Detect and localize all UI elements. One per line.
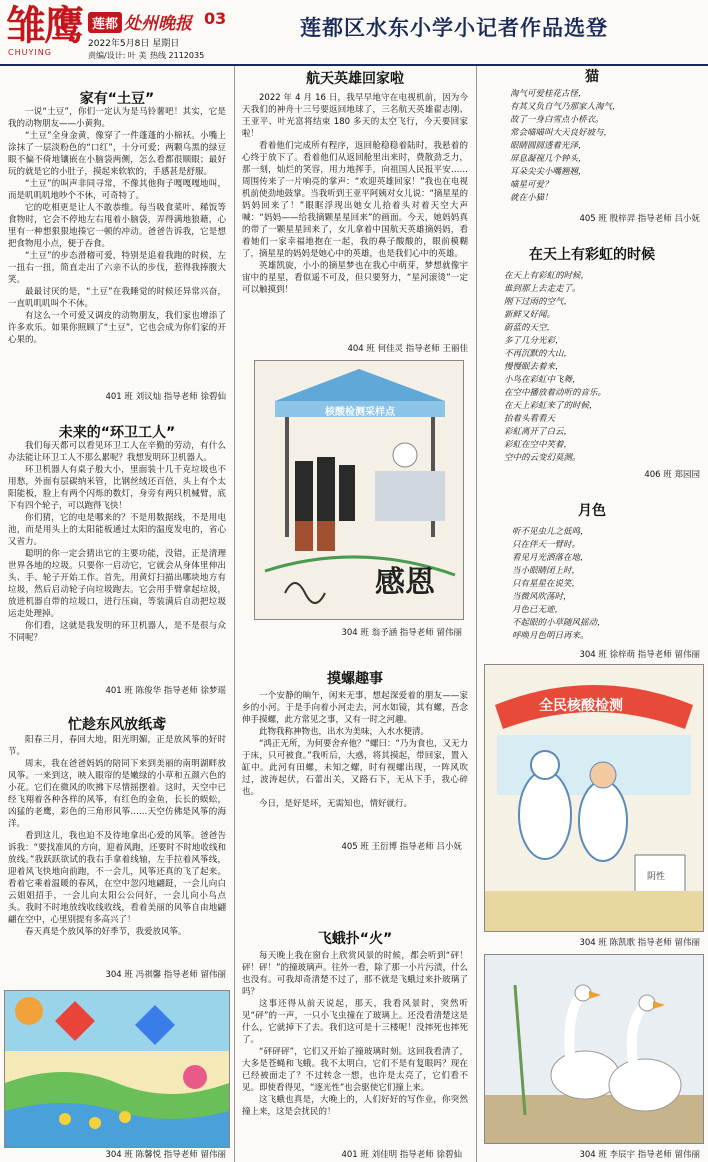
poem-line: 常会喵喵叫大天良好坡与， xyxy=(510,128,613,138)
poem-credit: 405 班 殷梓羿 指导老师 吕小妩 xyxy=(579,214,700,224)
poem-body xyxy=(512,526,700,643)
paragraph: 2022 年 4 月 16 日，我早早地守在电视机前，因为今天我们的神舟十三号要返回地球了，三名航天英雄翟志刚、王亚平、叶光富将结束 180 多天的太空飞行，今天要回家啦！ xyxy=(242,93,468,139)
paragraph: 这飞蛾也真是，大晚上的，人们好好的写作业，你突然撞上来，这是会扰民的！ xyxy=(242,1095,468,1117)
article-title: 摸螺趣事 xyxy=(327,671,383,687)
paragraph: 每天晚上我在窗台上欣赏风景的时候，都会听到“砰！砰！砰！”的撞玻璃声。往外一看，除了那一小片污渍，什么也没有。可我却奇清楚不过了，那不就是飞蛾过来扑玻璃了吗？ xyxy=(242,951,468,997)
newspaper-name: 处州晚报 xyxy=(124,14,192,34)
poem-line: 有其又负自气乃那家人淘气， xyxy=(510,102,621,112)
paragraph: 春天真是个放风筝的好季节，我爱放风筝。 xyxy=(25,927,187,937)
poem-line: 耳朵尖尖小嘴翘翘， xyxy=(510,167,587,177)
article-body xyxy=(242,950,468,1146)
test-result-sign: 阴性 xyxy=(647,872,666,882)
poem-line: 慢慢眠去着来， xyxy=(504,362,564,372)
poem-line: 淘气可爱桂花古怪， xyxy=(510,89,587,99)
poem-title: 猫 xyxy=(585,69,599,85)
logo-english: CHUYING xyxy=(8,48,52,57)
paragraph: “鸿正无所，为何要舍弃他？”螺曰：“乃为食也，又无力于床，只可被食。”我听后，大惑，将其摸起，带回家，置入缸中。此河有田螺，未知之螺，时有视螺出现，一阵风吹过，波涛起伏，石蕾出关，又路石下，无从下手，我心碎也。 xyxy=(242,739,468,797)
paragraph: “土豆”的叫声非同寻常，不像其他狗子嘎嘎嘎地叫，而是叽叽叽地吵个不休，可奇特了。 xyxy=(8,179,226,201)
paragraph: 今日，是好是坏，无需知也，情好就行。 xyxy=(259,799,413,809)
page-number: 03 xyxy=(204,9,227,28)
paragraph: 一个安静的晌午，闲来无事，想起深爱着的朋友——家乡的小河。于是手向着小河走去，河水如镜，其有螺，吾念伸手摸螺，此方常见之事，又有一时之河趣。 xyxy=(242,691,468,725)
editor-credit: 责编/设计: 叶 美 xyxy=(88,51,147,60)
poem-line: 在天上有彩虹的时候， xyxy=(504,271,590,281)
poem-line: 在空中播放着动听的音乐。 xyxy=(504,388,607,398)
paragraph: 你们看，这就是我发明的环卫机器人，是不是很与众不同呢？ xyxy=(8,621,226,643)
article-credit: 401 班 刘佳明 指导老师 徐碧仙 xyxy=(341,1150,462,1160)
poem-line: 刚下过雨的空气， xyxy=(504,297,573,307)
paragraph: 阳春三月，春回大地，阳光明媚，正是放风筝的好时节。 xyxy=(8,735,226,757)
poem-line: 不再沉默的大山， xyxy=(504,349,573,359)
poem-line: 呼唤月色明日再来。 xyxy=(512,631,589,641)
article-title: 忙趁东风放纸鸢 xyxy=(68,717,166,733)
district-badge: 莲都 xyxy=(88,12,122,33)
poem-line: 谁到那上去走走了。 xyxy=(504,284,581,294)
column-divider xyxy=(234,66,235,1162)
poem-body xyxy=(510,88,700,205)
banner-text: 全民核酸检测 xyxy=(539,698,623,714)
paragraph: 环卫机器人有桌子般大小，里面装十几千克垃圾也不用愁，外面有层碳纳米管，比钢丝绒还百倍，头上有个太阳能板，脸上有两个闪烁的数灯，身旁有两只机械臂，底下有四个轮子，可以跑得飞快！ xyxy=(8,465,226,511)
article-body xyxy=(242,690,468,836)
poem-line: 听不见虫儿之低鸣， xyxy=(512,527,589,537)
poem-title: 月色 xyxy=(578,503,606,519)
paragraph: 有这么一个可爱又调皮的动物朋友，我们家也增添了许多欢乐。如果你照顾了“土豆”，它也会成为你们家的开心果的。 xyxy=(8,311,226,345)
paragraph: 它的吃相更是让人不敢恭维。每当吸食菜叶、稀饭等食物时，它会不停地左右甩着小脑袋，弄得满地狼藉，心里有一种想狠狠地揍它一顿的冲动。爸爸告诉我，它是想把食物甩小点，便于吞食。 xyxy=(8,203,226,249)
paragraph: 最最讨厌的是，“土豆”在我睡觉的时候还异常兴奋，一直叽叽叽叫个不休。 xyxy=(8,287,226,309)
poem-line: 当小眼睛闭上时， xyxy=(512,566,581,576)
article-credit: 401 班 刘议灿 指导老师 徐碧仙 xyxy=(105,392,226,402)
poem-line: 月色已无迹， xyxy=(512,605,564,615)
poem-credit: 304 班 徐梓萌 指导老师 留伟丽 xyxy=(579,650,700,660)
article-title: 未来的“环卫工人” xyxy=(58,425,176,441)
paragraph: 看着他们完成所有程序，返回舱稳稳着陆时，我悬着的心终于放下了。看着他们从返回舱里出来时，费散劲乏力，那一刻，灿烂的笑容，用力地挥手，向祖国人民报平安……周围传来了一片响亮的掌声：“欢迎英雄回家！”我也在电视机前使劲地鼓掌。当我听到王亚平阿姨对女儿说：“摘星星的妈妈回来了！”眼眶浮现出她女儿拾着头对着天空大声喊：“妈妈——给我摘颗星星回来”的画面。今天，她妈妈真的带了一颗星星回来了，女儿拿着中国航天英雄摘妈妈，看着她们一家幸福地抱在一起，我的鼻子酸酸的，眼前模糊了，摘星星的妈妈是她心中的英雄，也是我们心中的英雄。 xyxy=(242,141,468,259)
paragraph: “土豆”全身金黄，像穿了一件蓬蓬的小棉袄。小嘴上涂抹了一层淡粉色的“口红”，十分可爱；两颗乌黑的绿豆眼不偏不倚地镶嵌在小脑袋两侧，怎么看都很顺眼；最好玩的就是它的小肚子，摸起来软软的，手感甚是舒服。 xyxy=(8,131,226,177)
page-headline: 莲都区水东小学小记者作品选登 xyxy=(300,16,608,40)
paragraph: 一说“土豆”，你们一定认为是马铃薯吧！其实，它是我的动物朋友——小黄狗。 xyxy=(8,107,226,129)
article-body xyxy=(242,92,468,338)
poem-line: 眼睛圆圆透着光泽， xyxy=(510,141,587,151)
testing-site-sign: 核酸检测采样点 xyxy=(325,407,395,418)
article-title: 家有“土豆” xyxy=(79,91,155,107)
poem-line: 看见月光洒落在地， xyxy=(512,553,589,563)
poem-line: 当微风吹荡时， xyxy=(512,592,572,602)
paragraph: “砰砰砰”，它们又开始了撞玻璃时刻。这回我看清了，大多是苍蝇和飞蛾。我不太明白，它们不是有复眼吗？现在已经被面走了？不过转念一想，也许是太亮了，它们看不见。即使看得见，“逐光性”也会驱使它们撞上来。 xyxy=(242,1047,468,1093)
poem-line: 不起眼的小草随风摇动， xyxy=(512,618,606,628)
column-divider xyxy=(476,66,477,1162)
article-credit: 304 班 冯祺馨 指导老师 留伟丽 xyxy=(105,970,226,980)
poem-line: 抬着头看看天 xyxy=(504,414,556,424)
poem-title: 在天上有彩虹的时候 xyxy=(529,247,655,263)
poem-line: 蔚蓝的天空， xyxy=(504,323,556,333)
poem-credit: 406 班 郑园园 xyxy=(644,470,700,480)
mass-testing-drawing xyxy=(484,664,704,932)
poem-line: 小鸟在彩虹中飞舞， xyxy=(504,375,581,385)
paragraph: 此物我称神物也，出水为美味，入水水便清。 xyxy=(259,727,430,737)
logo: 雏鹰 xyxy=(6,2,82,49)
article-credit: 405 班 王衍博 指导老师 吕小妩 xyxy=(341,842,462,852)
poem-line: 只有星星在说笑， xyxy=(512,579,581,589)
paragraph: 看到这儿，我也迫不及待地拿出心爱的风筝。爸爸告诉我：“要找准风的方向，迎着风跑，还要时不时地收线和放线。”我跃跃欲试的我右手拿着线轴，左手拉着风筝线，迎着风飞快地向前跑，不一会儿，风筝还真的飞了起来。看着它乘着温暖的春风，在空中忽闪地翩跹，一会儿向白云姐姐招手，一会儿向太阳公公问好，一会儿向小鸟点头。我时不时地放线收线收线，看着美丽的风筝自由地翩翩在空中，心里别提有多高兴了！ xyxy=(8,831,226,925)
poem-line: 多了几分光彩， xyxy=(504,336,564,346)
paragraph: 我们每天都可以看见环卫工人在辛勤的劳动，有什么办法能让环卫工人不那么累呢？我想发明环卫机器人。 xyxy=(8,441,226,463)
poem-line: 在天上彩虹来了的时候， xyxy=(504,401,598,411)
poem-line: 喵星可爱？ xyxy=(510,180,553,190)
paragraph: “土豆”的步态滑稽可爱，特别是追着我跑的时候，左一扭右一扭，简直走出了六亲不认的步伐，惹得我捧腹大笑。 xyxy=(8,251,226,285)
image-credit: 304 班 翁予涵 指导老师 留伟丽 xyxy=(341,628,462,638)
poem-line: 新鲜又好闻。 xyxy=(504,310,556,320)
kite-drawing xyxy=(4,990,230,1148)
image-credit: 304 班 李辰宇 指导老师 留伟丽 xyxy=(579,1150,700,1160)
article-title: 航天英雄回家啦 xyxy=(306,71,404,87)
testing-site-drawing xyxy=(254,360,464,620)
masthead xyxy=(0,0,708,64)
poem-line: 只在伴天一臂时。 xyxy=(512,540,581,550)
poem-line: 故了一身白雪点小桥衣。 xyxy=(510,115,604,125)
article-body xyxy=(8,440,226,674)
poem-body xyxy=(504,270,700,465)
issue-date: 2022年5月8日 星期日 xyxy=(88,39,180,49)
poem-line: 彩虹离开了白云， xyxy=(504,427,573,437)
article-body xyxy=(8,106,226,384)
kite-drawing-art xyxy=(5,991,229,1147)
paragraph: 周末，我在爸爸妈妈的陪同下来到美丽的南明湖畔放风筝。一来到这，映入眼帘的是嫩绿的小草和五颜六色的小花。它们在微风的吹拂下尽情摇摆着。这时，天空中已经飞翔着各种各样的风筝，有红色的金鱼，长长的蜈蚣，凶猛的老鹰，彩色的三角形风筝……天空仿佛是风筝的海洋。 xyxy=(8,759,226,829)
geese-art xyxy=(485,955,703,1143)
article-credit: 401 班 陈俊华 指导老师 徐梦瑶 xyxy=(105,686,226,696)
paragraph: 英雄凯旋，小小的摘星梦也在我心中萌芽，梦想就像宇宙中的星星，看似遥不可及，但只要努力，“星河滚烫”一定可以触摸到！ xyxy=(242,261,468,295)
poem-line: 彩虹在空中笑着， xyxy=(504,440,573,450)
article-body xyxy=(8,734,226,968)
calligraphy-text: 感恩 xyxy=(375,565,435,600)
hotline: 热线 2112035 xyxy=(150,51,205,60)
paragraph: 你们猜，它的电是哪来的？不是用数据线，不是用电池，而是用头上的太阳能板通过太阳的温度发电的，省心又省力。 xyxy=(8,513,226,547)
image-credit: 304 班 陈凯歌 指导老师 留伟丽 xyxy=(579,938,700,948)
article-title: 飞蛾扑“火” xyxy=(317,931,393,947)
poem-line: 空中的云变幻莫测。 xyxy=(504,453,581,463)
poem-line: 屏息凝视几个钟头， xyxy=(510,154,587,164)
poem-line: 就在小猫！ xyxy=(510,193,553,203)
paragraph: 聪明的你一定会猜出它的主要功能，没错，正是清理世界各地的垃圾。只要你一启动它，它就会从身体里伸出头、手、轮子开始工作。首先，用黄灯扫描出哪块地方有垃圾，然后启动轮子向垃圾跑去。它会用手臂拿起垃圾，放进机器自带的垃圾口，进行压扁，等装满后自动把垃圾运走处理掉。 xyxy=(8,549,226,619)
article-credit: 404 班 何佳灵 指导老师 王丽佳 xyxy=(347,344,468,354)
image-credit: 304 班 陈馨悦 指导老师 留伟丽 xyxy=(105,1150,226,1160)
paragraph: 这事还得从前天说起，那天，我看风景时，突然听见“砰”的一声，一只小飞虫撞在了玻璃上。还没看清楚这是什么，它就掉下了去。我们这可是十三楼呢！没摔死也摔死了。 xyxy=(242,999,468,1045)
geese-drawing xyxy=(484,954,704,1144)
